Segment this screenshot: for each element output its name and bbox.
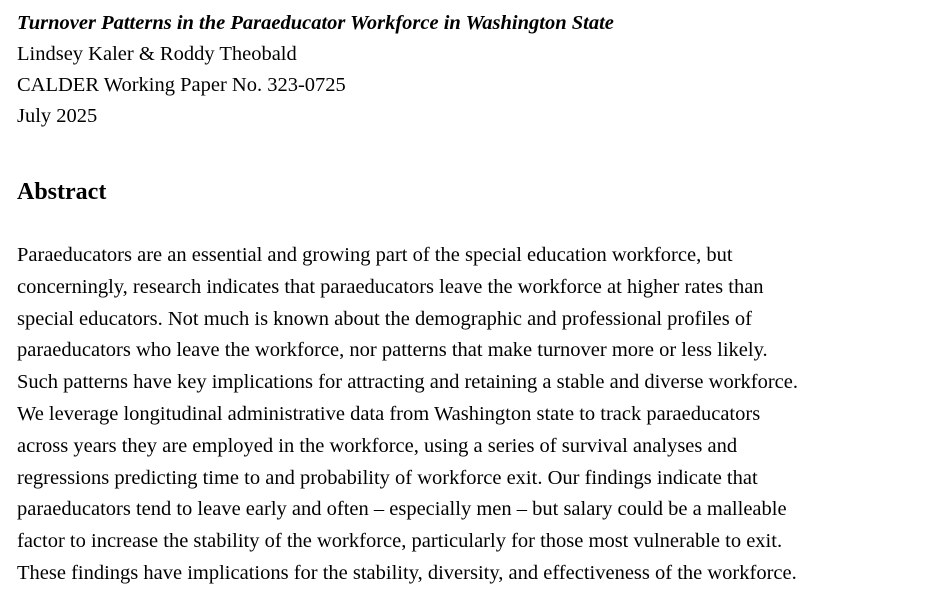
abstract-line: paraeducators tend to leave early and often – especially men – but salary could be a malleable [17,498,787,521]
paper-date: July 2025 [17,105,98,127]
abstract-line: factor to increase the stability of the workforce, particularly for those most vulnerable to exit. [17,530,783,553]
abstract-line: We leverage longitudinal administrative data from Washington state to track paraeducators [17,402,761,425]
abstract-heading: Abstract [17,179,107,205]
abstract-line: special educators. Not much is known about the demographic and professional profiles of [17,307,752,330]
abstract-line: These findings have implications for the stability, diversity, and effectiveness of the workforce. [17,561,797,584]
paper-authors: Lindsey Kaler & Roddy Theobald [17,43,297,65]
abstract-line: Paraeducators are an essential and growing part of the special education workforce, but [17,244,733,266]
paper-page [17,8,929,584]
abstract-line: across years they are employed in the workforce, using a series of survival analyses and [17,434,738,457]
paper-title: Turnover Patterns in the Paraeducator Workforce in Washington State [17,12,614,34]
abstract-line: regressions predicting time to and probability of workforce exit. Our findings indicate that [17,466,758,489]
abstract-line: paraeducators who leave the workforce, nor patterns that make turnover more or less likely. [17,339,768,362]
abstract-body [17,240,929,590]
abstract-line: concerningly, research indicates that paraeducators leave the workforce at higher rates than [17,275,764,298]
abstract-line: Such patterns have key implications for attracting and retaining a stable and diverse workforce. [17,371,799,394]
paper-series: CALDER Working Paper No. 323-0725 [17,74,346,96]
